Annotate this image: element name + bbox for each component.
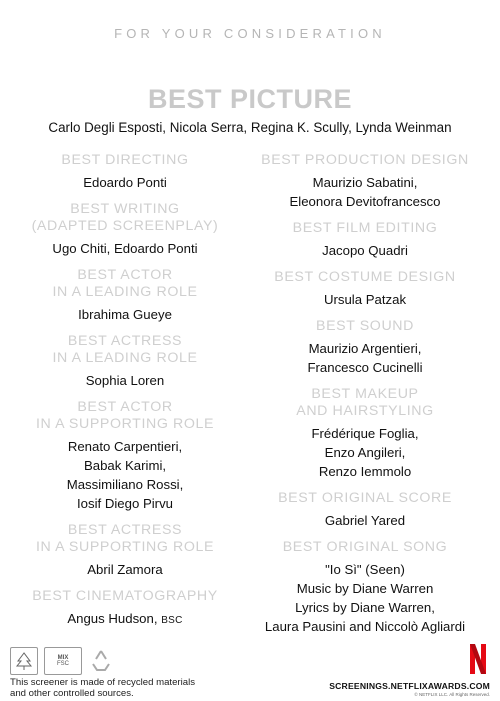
fsc-tree-icon bbox=[10, 647, 38, 675]
nominee-names: Abril Zamora bbox=[87, 562, 163, 577]
netflix-logo-icon bbox=[470, 644, 486, 674]
category-title: BEST WRITING (ADAPTED SCREENPLAY) bbox=[31, 201, 219, 234]
screenings-url: SCREENINGS.NETFLIXAWARDS.COM bbox=[329, 681, 490, 691]
category-best-makeup-hairstyling bbox=[242, 386, 488, 481]
recycle-icon bbox=[88, 648, 114, 674]
nominee-names: Ugo Chiti, Edoardo Ponti bbox=[52, 241, 198, 256]
category-title: BEST COSTUME DESIGN bbox=[274, 269, 456, 285]
mix-text: MIX bbox=[57, 655, 69, 661]
category-best-actor-leading bbox=[14, 267, 236, 324]
nominee-names: Maurizio Argentieri, Francesco Cucinelli bbox=[307, 341, 423, 375]
category-title: BEST MAKEUP AND HAIRSTYLING bbox=[296, 386, 434, 419]
nominee-names: "Io Sì" (Seen) Music by Diane Warren Lyrics by Diane Warren, Laura Pausini and Niccolò Agliardi bbox=[264, 562, 466, 634]
category-title: BEST CINEMATOGRAPHY bbox=[32, 588, 218, 604]
nominee-names: Jacopo Quadri bbox=[322, 243, 408, 258]
nominee-names: Edoardo Ponti bbox=[83, 175, 167, 190]
category-title: BEST SOUND bbox=[316, 318, 414, 334]
category-title: BEST ACTOR IN A SUPPORTING ROLE bbox=[35, 399, 215, 432]
category-title: BEST DIRECTING bbox=[61, 152, 189, 168]
category-best-directing bbox=[14, 152, 236, 192]
category-best-costume-design bbox=[242, 269, 488, 309]
category-best-film-editing bbox=[242, 220, 488, 260]
category-best-cinematography bbox=[14, 588, 236, 630]
fsc-mix-label bbox=[44, 647, 82, 675]
category-best-actor-supporting bbox=[14, 399, 236, 513]
category-best-actress-leading bbox=[14, 333, 236, 390]
category-title: BEST ACTRESS IN A LEADING ROLE bbox=[52, 333, 198, 366]
nominee-names bbox=[14, 609, 236, 630]
category-best-original-song bbox=[242, 539, 488, 636]
recycled-materials-note: This screener is made of recycled materials and other controlled sources. bbox=[10, 677, 196, 699]
right-column bbox=[242, 152, 488, 645]
category-title: BEST ACTOR IN A LEADING ROLE bbox=[52, 267, 198, 300]
for-your-consideration-heading: FOR YOUR CONSIDERATION bbox=[114, 26, 386, 41]
category-title: BEST FILM EDITING bbox=[292, 220, 438, 236]
nominee-names: Gabriel Yared bbox=[324, 513, 406, 528]
category-best-original-score bbox=[242, 490, 488, 530]
nominee-names: Ibrahima Gueye bbox=[78, 307, 172, 322]
nominee-names: Maurizio Sabatini, Eleonora Devitofrancesco bbox=[289, 175, 441, 209]
best-picture-names: Carlo Degli Esposti, Nicola Serra, Regina K. Scully, Lynda Weinman bbox=[48, 120, 452, 135]
category-best-sound bbox=[242, 318, 488, 377]
bsc-credit: BSC bbox=[161, 615, 183, 626]
tree-icon bbox=[15, 651, 33, 671]
nominee-names: Ursula Patzak bbox=[323, 292, 407, 307]
copyright-notice: © NETFLIX LLC. All Rights Reserved. bbox=[414, 692, 490, 697]
category-title: BEST ACTRESS IN A SUPPORTING ROLE bbox=[35, 522, 215, 555]
best-picture-title: BEST PICTURE bbox=[147, 84, 353, 114]
category-best-writing bbox=[14, 201, 236, 258]
left-column bbox=[14, 152, 236, 639]
category-best-production-design bbox=[242, 152, 488, 211]
nominee-names: Frédérique Foglia, Enzo Angileri, Renzo Iemmolo bbox=[311, 426, 419, 479]
category-title: BEST ORIGINAL SONG bbox=[282, 539, 448, 555]
category-title: BEST ORIGINAL SCORE bbox=[278, 490, 452, 506]
certification-logos bbox=[10, 646, 114, 676]
nominee-names: Renato Carpentieri, Babak Karimi, Massimiliano Rossi, Iosif Diego Pirvu bbox=[66, 439, 184, 511]
nominee-name: Angus Hudson, bbox=[67, 611, 158, 626]
fsc-text: FSC bbox=[57, 661, 69, 667]
category-best-actress-supporting bbox=[14, 522, 236, 579]
category-title: BEST PRODUCTION DESIGN bbox=[261, 152, 469, 168]
nominee-names: Sophia Loren bbox=[85, 373, 165, 388]
